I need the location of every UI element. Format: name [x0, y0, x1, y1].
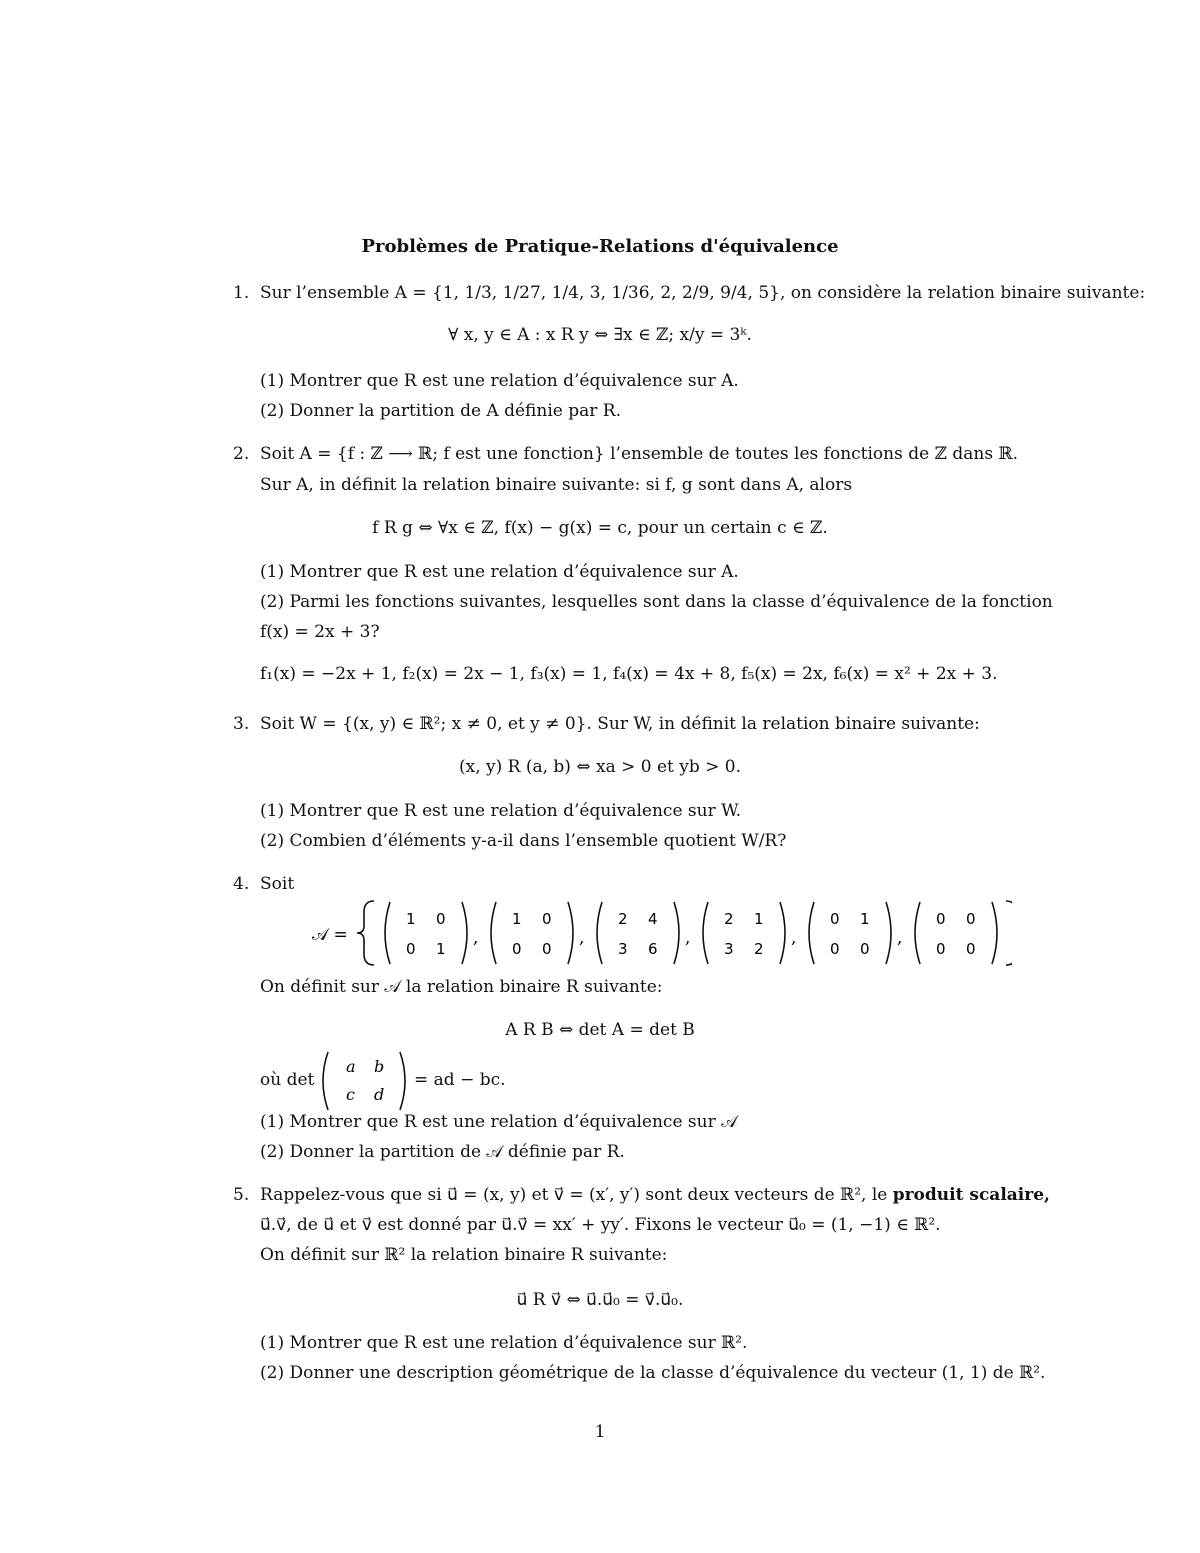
matrix-left-paren [597, 902, 602, 964]
matrix-entry: 0 [830, 940, 840, 958]
matrix-entry: 2 [618, 910, 628, 928]
problem-5-part-1: (1) Montrer que R est une relation d’équivalence sur ℝ². [260, 1333, 748, 1353]
matrix-entry: 0 [542, 910, 552, 928]
problem-1-number: 1. [233, 283, 250, 303]
matrix-entry: 6 [648, 940, 658, 958]
problem-2-display: f R g ⇔ ∀x ∈ ℤ, f(x) − g(x) = c, pour un certain c ∈ ℤ. [372, 518, 828, 538]
problem-3-part-1: (1) Montrer que R est une relation d’équivalence sur W. [260, 801, 742, 821]
matrix-entry: 3 [618, 940, 628, 958]
problem-5-line-1 [260, 1185, 1050, 1205]
matrix-entry: 0 [966, 910, 976, 928]
matrix-left-paren [915, 902, 920, 964]
matrix-entry: 1 [512, 910, 522, 928]
problem-2-part-1: (1) Montrer que R est une relation d’équivalence sur A. [260, 562, 739, 582]
det-entry-a: a [346, 1057, 356, 1076]
matrix-entry: 0 [966, 940, 976, 958]
matrix-separator: , [685, 928, 691, 948]
matrix-entry: 0 [860, 940, 870, 958]
problem-1-statement: Sur l’ensemble A = {1, 1/3, 1/27, 1/4, 3, 1/36, 2, 2/9, 9/4, 5}, on considère la relation binaire suivante: [260, 283, 1146, 303]
problem-2-number: 2. [233, 444, 250, 464]
problem-5-line-3: On définit sur ℝ² la relation binaire R suivante: [260, 1245, 668, 1265]
det-matrix [318, 1050, 410, 1112]
matrix-right-paren [992, 902, 997, 964]
matrix-set-drawing [312, 898, 1012, 968]
matrix-entry: 0 [936, 940, 946, 958]
matrix-entry: 0 [406, 940, 416, 958]
matrix-left-paren [809, 902, 814, 964]
problem-4-relation-intro: On définit sur 𝒜 la relation binaire R suivante: [260, 977, 663, 997]
problem-4-part-1: (1) Montrer que R est une relation d’équivalence sur 𝒜 [260, 1112, 738, 1132]
problem-2-line-2: Sur A, in définit la relation binaire suivante: si f, g sont dans A, alors [260, 475, 853, 495]
problem-3-part-2: (2) Combien d’éléments y-a-il dans l’ensemble quotient W/R? [260, 831, 787, 851]
det-entry-b: b [374, 1057, 385, 1076]
scalar-product-term: produit scalaire, [892, 1185, 1050, 1205]
det-prefix: où det [260, 1070, 315, 1090]
problem-1-display: ∀ x, y ∈ A : x R y ⇔ ∃x ∈ ℤ; x/y = 3ᵏ. [448, 325, 752, 345]
det-entry-c: c [346, 1085, 355, 1104]
problem-3-number: 3. [233, 714, 250, 734]
matrix-entry: 0 [512, 940, 522, 958]
problem-2-function-list: f₁(x) = −2x + 1, f₂(x) = 2x − 1, f₃(x) = 1, f₄(x) = 4x + 8, f₅(x) = 2x, f₆(x) = x² + 2x + 3. [260, 664, 998, 684]
matrix-left-paren [491, 902, 496, 964]
matrix-left-paren [703, 902, 708, 964]
matrix-entry: 2 [724, 910, 734, 928]
matrix-left-paren [385, 902, 390, 964]
matrix-entry: 0 [436, 910, 446, 928]
problem-2-part-2: (2) Parmi les fonctions suivantes, lesquelles sont dans la classe d’équivalence de la fonction [260, 592, 1053, 612]
matrix-entry: 1 [436, 940, 446, 958]
matrix-separator: , [473, 928, 479, 948]
matrix-right-paren [462, 902, 467, 964]
problem-5-number: 5. [233, 1185, 250, 1205]
matrix-entry: 1 [754, 910, 764, 928]
problem-5-line-1-text: Rappelez-vous que si u⃗ = (x, y) et v⃗ = (x′, y′) sont deux vecteurs de ℝ², le [260, 1185, 893, 1205]
problem-4-part-2: (2) Donner la partition de 𝒜 définie par R. [260, 1142, 625, 1162]
matrix-entry: 0 [542, 940, 552, 958]
det-entry-d: d [374, 1085, 385, 1104]
matrix-entry: 2 [754, 940, 764, 958]
matrix-set-label: 𝒜 = [312, 925, 348, 945]
problem-5-display: u⃗ R v⃗ ⇔ u⃗.u⃗₀ = v⃗.u⃗₀. [516, 1290, 684, 1310]
matrix-entry: 1 [406, 910, 416, 928]
problem-3-display: (x, y) R (a, b) ⇔ xa > 0 et yb > 0. [458, 757, 742, 777]
matrix-entry: 0 [936, 910, 946, 928]
problem-5-part-2: (2) Donner une description géométrique de la classe d’équivalence du vecteur (1, 1) de ℝ². [260, 1363, 1046, 1383]
problem-4-intro: Soit [260, 874, 295, 894]
matrix-separator: , [791, 928, 797, 948]
problem-1-part-1: (1) Montrer que R est une relation d’équivalence sur A. [260, 371, 739, 391]
det-suffix: = ad − bc. [414, 1070, 506, 1090]
problem-4-number: 4. [233, 874, 250, 894]
matrix-separator: , [579, 928, 585, 948]
matrix-right-paren [780, 902, 785, 964]
matrix-right-paren [674, 902, 679, 964]
matrix-entry: 4 [648, 910, 658, 928]
set-right-brace [1006, 901, 1012, 965]
page-number: 1 [594, 1422, 606, 1442]
set-left-brace [357, 901, 374, 965]
problem-2-part-2-function: f(x) = 2x + 3? [260, 622, 380, 642]
problem-5-line-2: u⃗.v⃗, de u⃗ et v⃗ est donné par u⃗.v⃗ = xx′ + yy′. Fixons le vecteur u⃗₀ = (1, −1) ∈ ℝ². [260, 1215, 941, 1235]
matrix-entry: 3 [724, 940, 734, 958]
problem-4-display: A R B ⇔ det A = det B [505, 1020, 695, 1040]
matrix-entry: 1 [860, 910, 870, 928]
page-title: Problèmes de Pratique-Relations d'équivalence [361, 236, 839, 257]
matrix-right-paren [568, 902, 573, 964]
problem-3-statement: Soit W = {(x, y) ∈ ℝ²; x ≠ 0, et y ≠ 0}. Sur W, in définit la relation binaire suivante: [260, 714, 980, 734]
matrix-right-paren [886, 902, 891, 964]
problem-2-line-1: Soit A = {f : ℤ ⟶ ℝ; f est une fonction} l’ensemble de toutes les fonctions de ℤ dans ℝ. [260, 444, 1019, 464]
problem-1-part-2: (2) Donner la partition de A définie par R. [260, 401, 621, 421]
matrix-separator: , [897, 928, 903, 948]
matrix-entry: 0 [830, 910, 840, 928]
